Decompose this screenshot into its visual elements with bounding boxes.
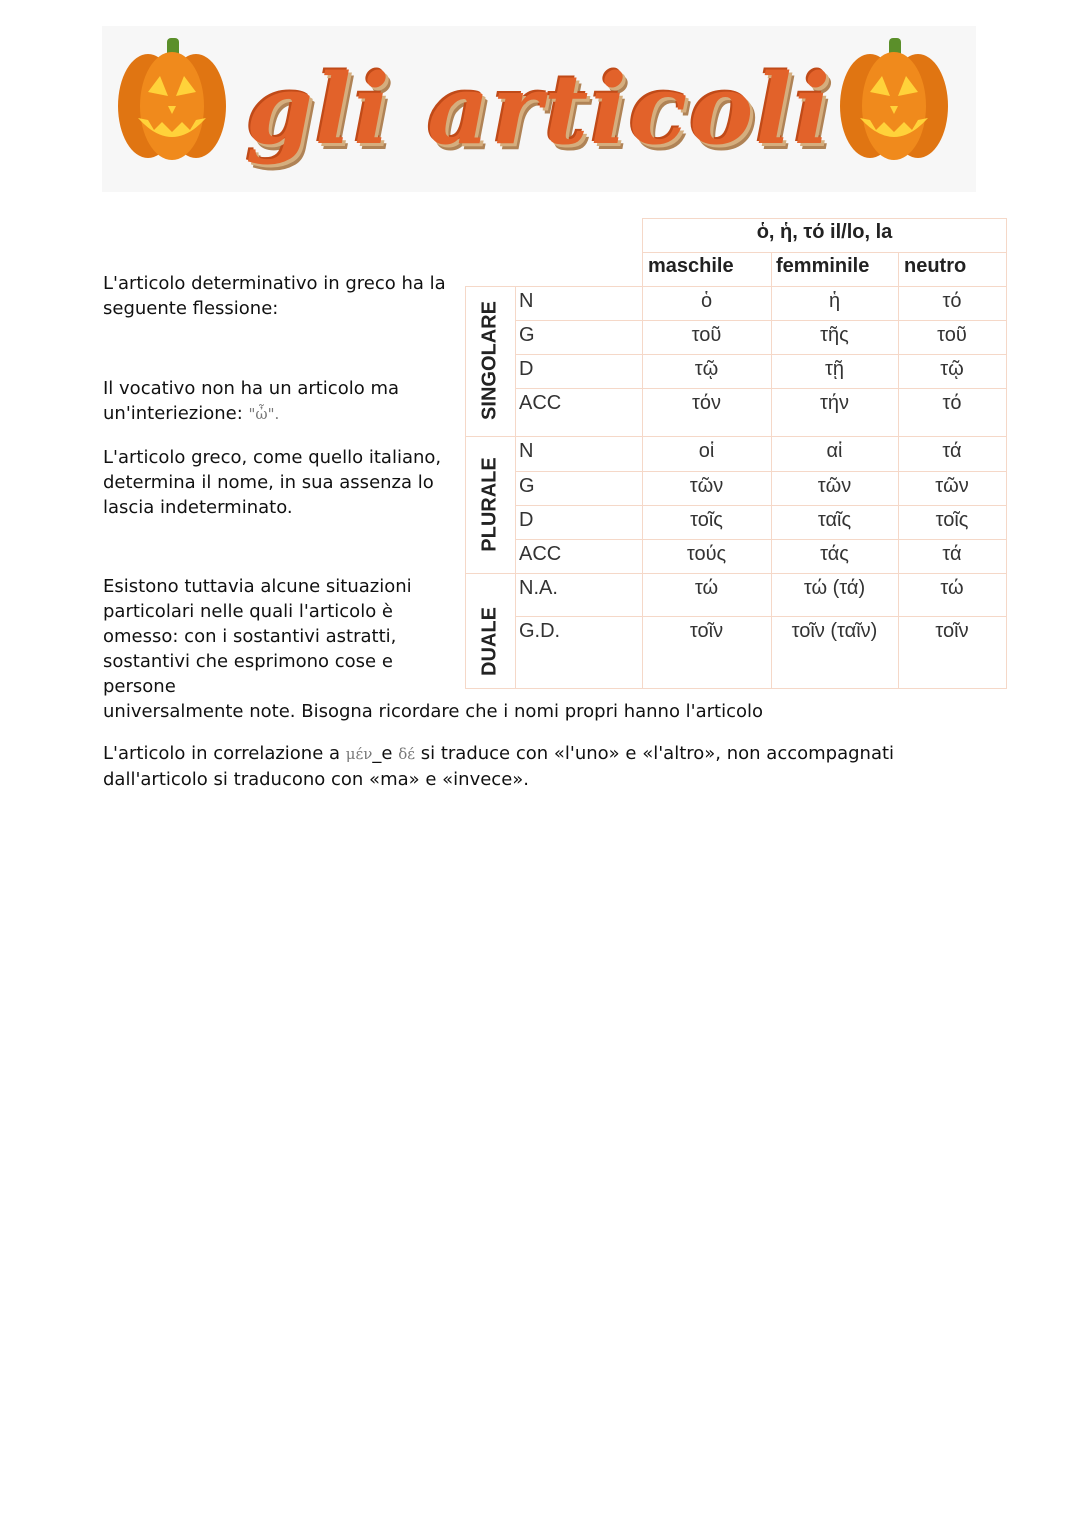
cell-masc: ὁ — [700, 290, 713, 312]
cell-neut: τό — [942, 290, 962, 312]
cell-masc: τοῦ — [691, 324, 722, 346]
determination-text: L'articolo greco, come quello italiano, determina il nome, in sua assenza lo lascia indeterminato. — [103, 447, 442, 518]
table-header-title: ὁ, ἡ, τό il/lo, la — [756, 221, 893, 243]
omission-paragraph — [103, 574, 433, 699]
cell-neut: τά — [942, 440, 962, 462]
omission-text: Esistono tuttavia alcune situazioni particolari nelle quali l'articolo è omesso: con i sostantivi astratti, sostantivi che esprimono cose e persone — [103, 576, 412, 697]
cell-fem: τάς — [820, 543, 849, 565]
cell-fem: ταῖς — [817, 509, 852, 531]
case-label: G — [519, 324, 535, 346]
column-maschile: maschile — [648, 255, 734, 277]
cell-fem: τώ (τά) — [803, 577, 866, 599]
cell-masc: τόν — [691, 392, 722, 414]
cell-neut: τό — [942, 392, 962, 414]
column-neutro: neutro — [904, 255, 967, 277]
article-declension-table — [465, 218, 1007, 688]
cell-masc: τώ — [694, 577, 719, 599]
case-label: N — [519, 290, 534, 312]
page-title: gli articoli — [245, 52, 833, 166]
cell-neut: τοῦ — [937, 324, 967, 346]
de-greek: δέ — [398, 745, 416, 763]
vocative-text: Il vocativo non ha un articolo ma un'interiezione: — [103, 378, 400, 424]
cell-masc: τοῖν — [689, 620, 724, 642]
cell-masc: τούς — [686, 543, 727, 565]
vocative-greek: "ὦ". — [248, 405, 280, 423]
correlation-text-a: L'articolo in correlazione a — [103, 743, 346, 764]
cell-fem: τῇ — [824, 358, 845, 380]
cell-masc: τῶν — [689, 475, 724, 497]
cell-neut: τῶν — [935, 475, 969, 497]
vocative-paragraph — [103, 376, 448, 427]
cell-masc: οἱ — [698, 440, 715, 462]
cell-masc: τοῖς — [690, 509, 723, 531]
cell-fem: ἡ — [828, 290, 841, 312]
column-femminile: femminile — [776, 255, 870, 277]
case-label: N — [519, 440, 534, 462]
group-singolare: SINGOLARE — [478, 301, 501, 420]
case-label: G.D. — [519, 620, 561, 642]
omission-text-continued: universalmente note. Bisogna ricordare che i nomi propri hanno l'articolo — [103, 701, 764, 722]
cell-neut: τώ — [940, 577, 964, 599]
omission-paragraph-continued — [103, 699, 983, 724]
group-duale: DUALE — [478, 607, 501, 676]
intro-paragraph — [103, 271, 453, 321]
cell-neut: τοῖν — [935, 620, 969, 642]
title-banner — [102, 26, 976, 192]
cell-neut: τά — [942, 543, 962, 565]
men-greek: μέν — [345, 745, 373, 763]
case-label: N.A. — [519, 577, 558, 599]
correlation-text-c: si traduce con «l'uno» e «l'altro», non accompagnati dall'articolo si traducono con «ma» e «invece». — [103, 743, 895, 790]
cell-fem: τῆς — [820, 324, 849, 346]
cell-fem: αἱ — [826, 440, 843, 462]
case-label: D — [519, 509, 534, 531]
case-label: D — [519, 358, 534, 380]
group-plurale: PLURALE — [478, 457, 501, 552]
case-label: G — [519, 475, 535, 497]
determination-paragraph — [103, 445, 443, 520]
cell-fem: τήν — [819, 392, 850, 414]
correlation-text-b: _e — [372, 743, 399, 764]
cell-masc: τῷ — [694, 358, 719, 380]
cell-neut: τοῖς — [935, 509, 969, 531]
cell-neut: τῷ — [940, 358, 964, 380]
correlation-paragraph — [103, 741, 993, 792]
intro-text: L'articolo determinativo in greco ha la seguente flessione: — [103, 273, 446, 319]
cell-fem: τοῖν (ταῖν) — [791, 620, 878, 642]
case-label: ACC — [519, 392, 562, 414]
case-label: ACC — [519, 543, 562, 565]
cell-fem: τῶν — [817, 475, 852, 497]
